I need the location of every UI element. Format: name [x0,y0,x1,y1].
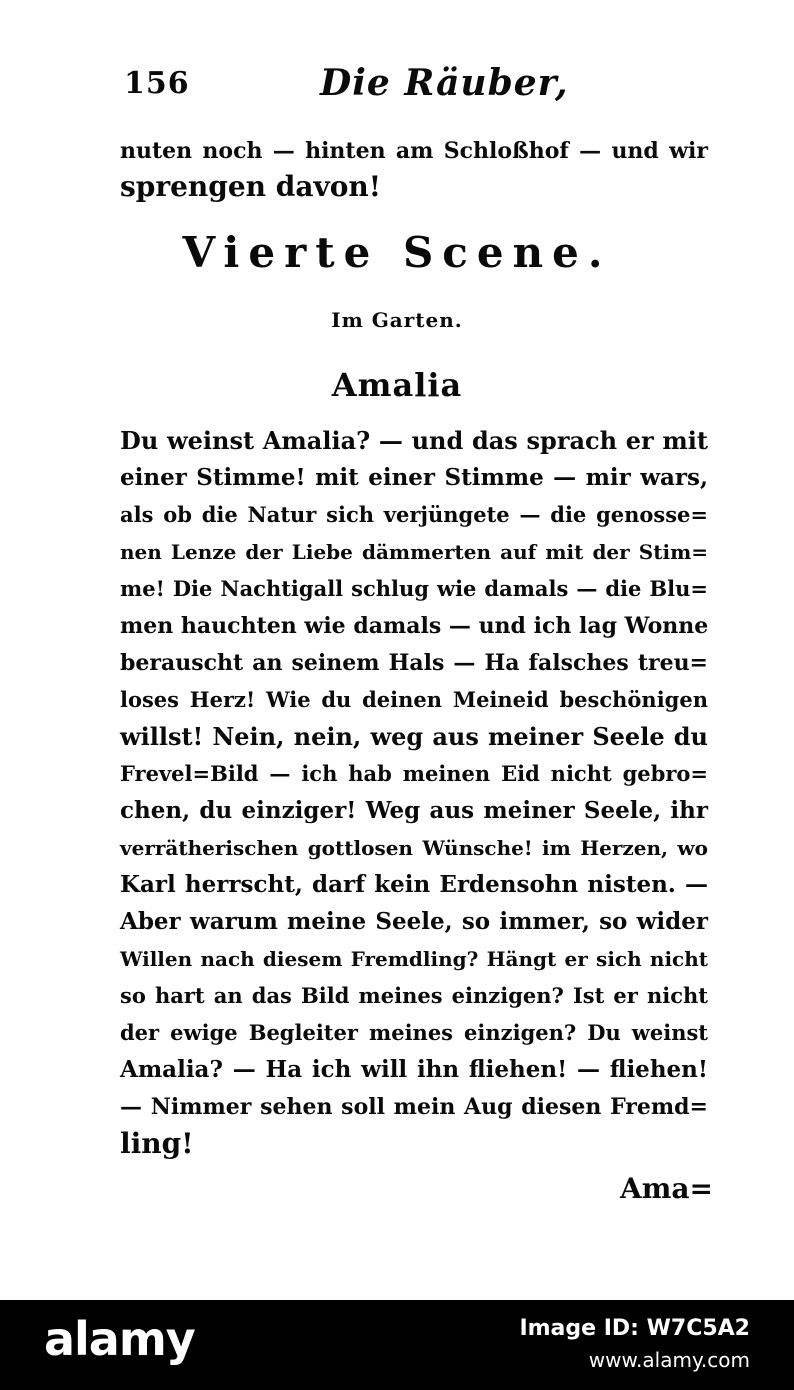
speech-line-7: berauscht an seinem Hals — Ha falsches treu= [120,650,708,676]
continuation-line-1: nuten noch — hinten am Schloßhof — und wir [120,138,708,164]
speaker-name: Amalia [331,366,463,404]
speech-line-15: Willen nach diesem Fremdling? Hängt er sich nicht [120,947,708,971]
speech-line-11: chen, du einziger! Weg aus meiner Seele, ihr [120,797,708,824]
speech-line-17: der ewige Begleiter meines einzigen? Du weinst [120,1020,708,1045]
speech-line-8: loses Herz! Wie du deinen Meineid beschönigen [120,687,708,712]
speech-line-19: — Nimmer sehen soll mein Aug diesen Fremd= [120,1094,708,1120]
speech-line-13: Karl herrscht, darf kein Erdensohn nisten. — [120,871,708,898]
scene-heading: Vierte Scene. [182,228,612,277]
speech-line-14: Aber warum meine Seele, so immer, so wider [120,908,708,935]
speech-line-1: Du weinst Amalia? — und das sprach er mit [120,426,708,455]
speech-line-4: nen Lenze der Liebe dämmerten auf mit der Stim= [120,540,708,564]
speech-line-6: men hauchten wie damals — und ich lag Wonne [120,613,709,639]
page-header [120,62,710,106]
continuation-line-2: sprengen davon! [120,170,382,203]
speech-line-5: me! Die Nachtigall schlug wie damals — die Blu= [120,576,708,601]
image-id: Image ID: W7C5A2 [519,1316,750,1341]
alamy-logo: alamy [44,1312,195,1366]
stage-direction: Im Garten. [331,308,463,332]
speech-line-20: ling! [120,1127,194,1160]
catchword: Ama= [620,1172,713,1205]
speech-line-3: als ob die Natur sich verjüngete — die genosse= [120,502,708,527]
running-title: Die Räuber, [320,62,569,104]
speech-line-16: so hart an das Bild meines einzigen? Ist er nicht [120,983,708,1008]
speech-line-12: verrätherischen gottlosen Wünsche! im Herzen, wo [120,836,708,860]
site-url: www.alamy.com [588,1348,750,1372]
speech-line-10: Frevel=Bild — ich hab meinen Eid nicht gebro= [120,761,708,786]
watermark-bar [0,1300,794,1390]
page-number: 156 [124,66,190,101]
speech-line-18: Amalia? — Ha ich will ihn fliehen! — fliehen! [120,1056,708,1083]
speech-line-2: einer Stimme! mit einer Stimme — mir wars, [120,464,708,491]
speech-line-9: willst! Nein, nein, weg aus meiner Seele du [120,722,708,751]
